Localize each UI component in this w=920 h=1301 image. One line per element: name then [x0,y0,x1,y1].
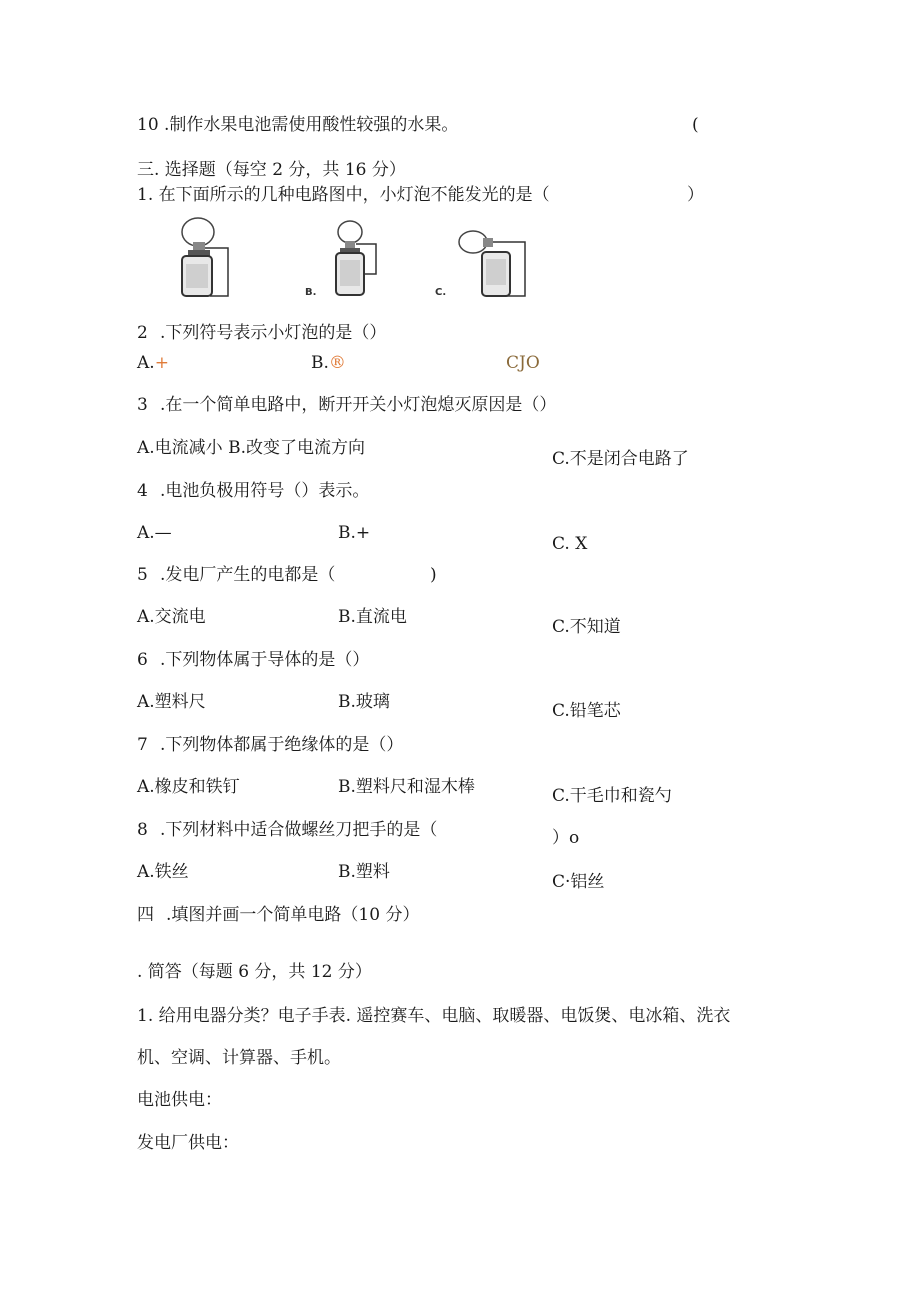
choice-q2-text: .下列符号表示小灯泡的是（） [160,323,387,343]
tf-q10-answer-paren: ( [692,115,699,135]
circuit-figure-a [172,212,242,302]
choice-q8-option-a: A.铁丝 [137,862,189,882]
choice-q7-text: .下列物体都属于绝缘体的是（） [160,735,404,755]
draw-section-number: 四 [137,905,154,925]
choice-q2-number: 2 [137,323,148,343]
power-plant-label: 发电厂供电： [137,1133,239,1153]
choice-q5-option-b: B.直流电 [338,607,407,627]
choice-q5-paren-close: ) [430,565,437,585]
bulb-icon [338,221,362,243]
choice-q7-option-a: A.橡皮和铁钉 [137,777,240,797]
choice-q4-number: 4 [137,481,148,501]
choice-q8-option-c: C·铝丝 [552,872,605,892]
choice-q7-number: 7 [137,735,148,755]
choice-q4-option-a: A.— [137,523,172,543]
choice-q3-number: 3 [137,395,148,415]
choice-q7-option-b: B.塑料尺和湿木棒 [338,777,475,797]
choice-q3-options-ab: A.电流减小 B.改变了电流方向 [137,438,365,458]
choice-q5-number: 5 [137,565,148,585]
choice-q5-option-c: C.不知道 [552,617,621,637]
choice-q8-tail: ）o [552,828,580,848]
tf-q10-text: .制作水果电池需使用酸性较强的水果。 [164,115,459,135]
circuit-figure-b [330,218,385,300]
choice-q1-paren-close: ） [687,185,704,205]
choice-q6-number: 6 [137,650,148,670]
battery-powered-label: 电池供电： [137,1090,222,1110]
choice-q2-option-b: B.® [311,353,346,373]
choice-q2-option-c: CJO [506,353,540,373]
draw-section-text: .填图并画一个简单电路（10 分） [166,905,420,925]
choice-q6-option-c: C.铅笔芯 [552,701,621,721]
choice-q3-text: .在一个简单电路中，断开开关小灯泡熄灭原因是（） [160,395,557,415]
choice-q3-option-c: C.不是闭合电路了 [552,449,689,469]
choice-q4-option-c: C. X [552,534,588,554]
choice-q8-option-b: B.塑料 [338,862,390,882]
choice-q4-option-b: B.+ [338,523,371,543]
choice-q5-option-a: A.交流电 [137,607,206,627]
choice-q6-text: .下列物体属于导体的是（） [160,650,370,670]
bulb-icon [182,218,214,246]
bulb-icon [459,231,487,253]
choice-q2-option-a: A.+ [137,353,169,373]
choice-q1-text: 1. 在下面所示的几种电路图中，小灯泡不能发光的是（ [137,185,550,205]
choice-q8-text: .下列材料中适合做螺丝刀把手的是（ [160,820,438,840]
figure-c-label: C. [435,287,447,298]
short-answer-heading: . 简答（每题 6 分，共 12 分） [137,962,372,982]
tf-q10-number: 10 [137,115,159,135]
choice-q4-text: .电池负极用符号（）表示。 [160,481,370,501]
choice-section-heading: 三. 选择题（每空 2 分，共 16 分） [137,160,406,180]
choice-q7-option-c: C.干毛巾和瓷勺 [552,786,672,806]
choice-q6-option-b: B.玻璃 [338,692,390,712]
choice-q5-text: .发电厂产生的电都是（ [160,565,336,585]
circuit-figure-c [455,228,530,300]
figure-b-label: B. [305,287,317,298]
choice-q6-option-a: A.塑料尺 [137,692,206,712]
short-answer-q1-line2: 机、空调、计算器、手机。 [137,1048,341,1068]
choice-q8-number: 8 [137,820,148,840]
short-answer-q1-line1: 1. 给用电器分类？电子手表. 遥控赛车、电脑、取暖器、电饭煲、电冰箱、洗衣 [137,1006,731,1026]
